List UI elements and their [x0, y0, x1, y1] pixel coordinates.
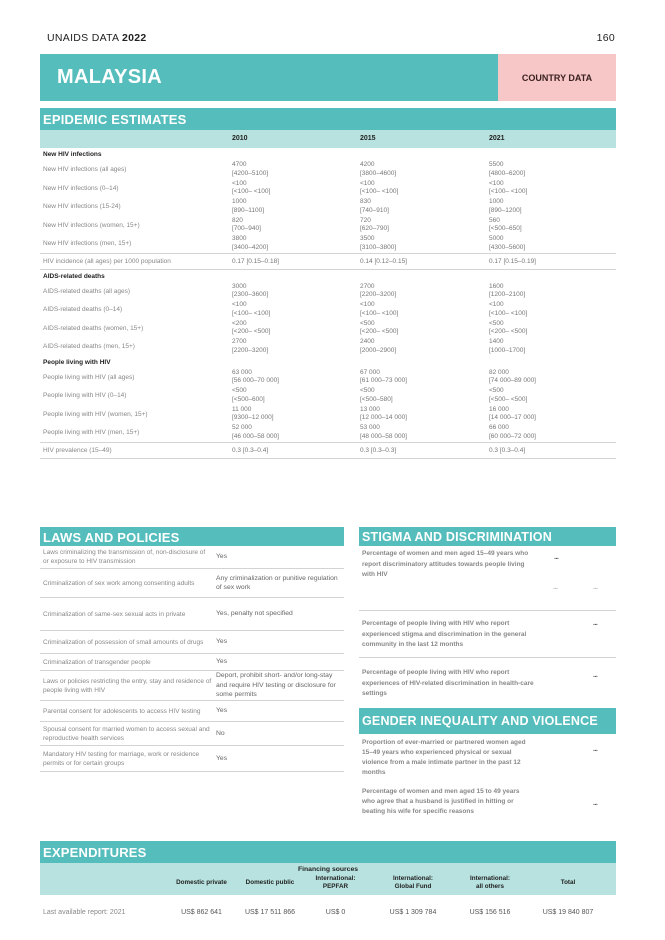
table-row	[40, 282, 616, 301]
table-row	[40, 386, 616, 405]
cell-value	[232, 369, 279, 386]
range-estimate: [<100– <100]	[232, 188, 271, 195]
range-estimate: [<500–600]	[232, 395, 265, 403]
range-estimate: [3800–4600]	[360, 169, 397, 177]
range-estimate: [48 000–58 000]	[360, 432, 407, 440]
stigma-question: Percentage of women and men aged 15–49 years who report discriminatory attitudes towards people living with HIV	[362, 550, 529, 578]
cell-value: 0.17 [0.15–0.18]	[232, 257, 279, 265]
law-answer: Yes, penalty not specified	[216, 610, 293, 618]
point-estimate: 5000	[489, 235, 504, 242]
stigma-item	[359, 611, 616, 658]
cell-value	[489, 283, 525, 300]
year-header: 2021	[489, 135, 505, 142]
stigma-discrimination-section	[359, 527, 616, 702]
cell-value	[360, 406, 407, 423]
cell-value	[232, 387, 265, 404]
cell-value	[489, 301, 527, 318]
cell-value	[360, 320, 398, 337]
cell-value	[360, 235, 396, 252]
section-title: EPIDEMIC ESTIMATES	[40, 108, 616, 130]
point-estimate: 1400	[489, 338, 504, 345]
expenditure-value: US$ 156 516	[469, 909, 511, 916]
cell-value	[232, 338, 268, 355]
stigma-question: Percentage of people living with HIV who report experienced stigma and discrimination in the general community in the last 12 months	[362, 620, 527, 648]
law-answer: Yes	[216, 638, 228, 646]
laws-table	[40, 546, 344, 772]
expenditure-value: US$ 862 641	[181, 909, 222, 916]
stigma-item	[359, 546, 616, 611]
cell-value	[232, 320, 270, 337]
page-number: 160	[596, 32, 615, 44]
range-estimate: [3100–3800]	[360, 243, 397, 251]
range-estimate: [3400–4200]	[232, 243, 269, 251]
section-title: LAWS AND POLICIES	[40, 527, 344, 546]
brand-label: UNAIDS DATA 2022	[47, 32, 147, 44]
table-row	[40, 300, 616, 319]
stigma-item	[359, 658, 616, 702]
stigma-value: ...	[593, 620, 598, 627]
point-estimate: 3500	[360, 235, 375, 242]
point-estimate: 3800	[232, 235, 247, 242]
point-estimate: 13 000	[360, 405, 380, 413]
row-label: People living with HIV (women, 15+)	[43, 410, 148, 418]
cell-value: 0.17 [0.15–0.19]	[489, 257, 536, 265]
column-header	[528, 879, 608, 887]
year-header-row	[40, 130, 616, 148]
range-estimate: [1200–2100]	[489, 291, 526, 298]
year-header: 2010	[232, 135, 248, 142]
cell-value	[489, 424, 536, 441]
country-banner	[40, 54, 616, 101]
row-label: HIV prevalence (15–49)	[43, 446, 112, 454]
column-header-line: Total	[560, 879, 576, 886]
point-estimate: 2700	[360, 282, 375, 290]
column-header-line: International:	[393, 875, 433, 882]
point-estimate: 3000	[232, 282, 247, 290]
range-estimate: [2300–3600]	[232, 291, 269, 298]
law-answer: Any criminalization or punitive regulation of sex work	[216, 574, 338, 591]
table-row	[40, 216, 616, 235]
law-question: Criminalization of same-sex sexual acts in private	[43, 610, 186, 618]
cell-value	[489, 217, 522, 234]
country-title: MALAYSIA	[40, 54, 498, 101]
point-estimate: 1600	[489, 282, 504, 290]
row-label: New HIV infections (0–14)	[43, 184, 119, 192]
range-estimate: [<500– <500]	[489, 395, 528, 403]
range-estimate: [2000–2900]	[360, 346, 397, 354]
range-estimate: [<100– <100]	[489, 309, 528, 317]
point-estimate: 820	[232, 216, 243, 224]
epidemic-estimates-section	[40, 108, 616, 459]
point-estimate: <100	[232, 179, 247, 187]
cell-value	[360, 180, 398, 197]
cell-value	[360, 338, 396, 355]
point-estimate: <500	[489, 319, 504, 327]
point-estimate: 66 000	[489, 424, 509, 431]
summary-row	[40, 442, 616, 459]
law-question: Laws criminalizing the transmission of, non-disclosure of or exposure to HIV transmission	[43, 549, 206, 565]
gender-item	[359, 783, 616, 823]
law-row	[40, 722, 344, 746]
law-row	[40, 569, 344, 598]
cell-value: 0.3 [0.3–0.4]	[489, 446, 526, 454]
cell-value: 0.3 [0.3–0.3]	[360, 446, 397, 454]
section-title: STIGMA AND DISCRIMINATION	[359, 527, 616, 546]
expenditure-value: US$ 19 840 807	[542, 909, 594, 916]
row-label: AIDS-related deaths (men, 15+)	[43, 343, 135, 350]
row-label: AIDS-related deaths (0–14)	[43, 306, 123, 313]
table-row	[40, 368, 616, 387]
point-estimate: <500	[232, 387, 247, 394]
row-label: AIDS-related deaths (women, 15+)	[43, 324, 144, 332]
cell-value	[232, 424, 279, 441]
gender-question: Percentage of women and men aged 15 to 49 years who agree that a husband is justified in hitting or beating his wife for specific reasons	[362, 788, 520, 815]
column-header	[303, 875, 368, 891]
row-label: New HIV infections (men, 15+)	[43, 240, 132, 247]
law-answer: Yes	[216, 754, 228, 762]
law-question: Parental consent for adolescents to access HIV testing	[43, 707, 201, 715]
country-data-label: COUNTRY DATA	[498, 54, 616, 101]
point-estimate: 4200	[360, 161, 375, 168]
point-estimate: <100	[232, 301, 247, 308]
point-estimate: 5500	[489, 161, 504, 168]
law-question: Criminalization of possession of small amounts of drugs	[43, 638, 204, 646]
laws-policies-section	[40, 527, 344, 772]
range-estimate: [<100– <100]	[232, 309, 271, 317]
row-label: New HIV infections (15-24)	[43, 203, 121, 210]
cell-value	[360, 283, 396, 300]
row-label: People living with HIV (0–14)	[43, 392, 127, 399]
law-row	[40, 598, 344, 631]
law-answer: Yes	[216, 707, 228, 715]
row-label: HIV incidence (all ages) per 1000 population	[43, 257, 171, 265]
cell-value	[232, 406, 274, 423]
cell-value	[489, 320, 527, 337]
row-label: New HIV infections (women, 15+)	[43, 221, 140, 229]
law-row	[40, 631, 344, 654]
range-estimate: [4800–6200]	[489, 169, 526, 177]
row-label: New HIV infections (all ages)	[43, 166, 127, 173]
cell-value	[489, 387, 527, 404]
cell-value	[232, 198, 264, 215]
cell-value	[489, 180, 527, 197]
cell-value	[360, 198, 389, 215]
point-estimate: 560	[489, 216, 500, 224]
range-estimate: [620–790]	[360, 225, 389, 232]
point-estimate: 63 000	[232, 368, 252, 376]
range-estimate: [<200– <500]	[232, 328, 271, 335]
column-header-line: Global Fund	[394, 883, 432, 890]
point-estimate: 16 000	[489, 405, 509, 413]
cell-value	[232, 301, 270, 318]
group-title: People living with HIV	[43, 358, 111, 366]
table-row	[40, 423, 616, 442]
point-estimate: 52 000	[232, 424, 252, 431]
expenditures-header	[40, 863, 616, 895]
table-row	[40, 337, 616, 356]
point-estimate: <100	[489, 179, 504, 187]
table-row	[40, 179, 616, 198]
row-label: Last available report: 2021	[43, 909, 126, 916]
range-estimate: [46 000–58 000]	[232, 432, 279, 440]
column-header-line: International:	[470, 875, 510, 882]
law-answer: Yes	[216, 553, 228, 561]
column-header-line: all others	[476, 883, 504, 890]
point-estimate: <200	[232, 319, 247, 327]
cell-value	[232, 217, 261, 234]
law-question: Laws or policies restricting the entry, stay and residence of people living with HIV	[43, 677, 212, 694]
expenditure-value: US$ 17 511 866	[244, 909, 296, 916]
table-row	[40, 319, 616, 338]
column-header-line: International:	[315, 875, 356, 882]
expenditure-value: US$ 0	[325, 909, 346, 916]
section-title: GENDER INEQUALITY AND VIOLENCE	[359, 708, 616, 734]
stigma-question: Percentage of people living with HIV who report experiences of HIV-related discrimination in health-care settings	[362, 669, 534, 697]
column-header	[235, 879, 305, 887]
range-estimate: [14 000–17 000]	[489, 414, 536, 421]
row-label: People living with HIV (men, 15+)	[43, 429, 140, 436]
range-estimate: [<100– <100]	[489, 188, 528, 195]
law-answer: No	[216, 729, 225, 737]
range-estimate: [4300–5600]	[489, 243, 526, 251]
cell-value	[489, 406, 536, 423]
cell-value	[360, 387, 393, 404]
point-estimate: <500	[489, 387, 504, 394]
row-label: People living with HIV (all ages)	[43, 373, 135, 381]
stigma-sub-value: ...	[553, 584, 558, 591]
epidemic-table-body	[40, 148, 616, 459]
table-row	[40, 160, 616, 179]
point-estimate: 1000	[232, 198, 247, 205]
group-title: AIDS-related deaths	[43, 272, 105, 280]
column-header-line: Domestic private	[176, 879, 227, 886]
table-row	[40, 234, 616, 253]
expenditure-value: US$ 1 309 784	[389, 909, 437, 916]
range-estimate: [<100– <100]	[360, 309, 399, 317]
cell-value	[489, 161, 525, 178]
cell-value	[232, 180, 270, 197]
gender-item	[359, 734, 616, 783]
range-estimate: [61 000–73 000]	[360, 377, 407, 384]
gender-value: ...	[593, 746, 598, 753]
law-row	[40, 746, 344, 772]
range-estimate: [740–910]	[360, 206, 389, 214]
cell-value	[360, 369, 407, 386]
column-header	[164, 879, 239, 887]
point-estimate: 720	[360, 216, 371, 224]
point-estimate: 2400	[360, 338, 375, 345]
point-estimate: <500	[360, 387, 375, 394]
law-question: Criminalization of transgender people	[43, 658, 151, 666]
page-header	[47, 32, 615, 48]
stigma-value: ...	[554, 554, 559, 561]
point-estimate: <100	[360, 179, 375, 187]
cell-value	[360, 424, 407, 441]
point-estimate: <500	[360, 319, 375, 327]
cell-value	[489, 198, 522, 215]
range-estimate: [<200– <500]	[489, 328, 528, 335]
row-label: AIDS-related deaths (all ages)	[43, 287, 131, 295]
column-header-line: PEPFAR	[322, 883, 349, 890]
range-estimate: [4200–5100]	[232, 169, 269, 177]
point-estimate: 67 000	[360, 368, 380, 376]
range-estimate: [<500–650]	[489, 225, 522, 232]
cell-value: 0.3 [0.3–0.4]	[232, 446, 269, 454]
point-estimate: 82 000	[489, 368, 509, 376]
cell-value	[232, 161, 268, 178]
gender-question: Proportion of ever-married or partnered women aged 15–49 years who experienced physical or sexual violence from a male intimate partner in the past 12 months	[362, 739, 526, 776]
point-estimate: 1000	[489, 198, 504, 205]
table-row	[40, 405, 616, 424]
range-estimate: [890–1100]	[232, 206, 265, 214]
cell-value	[360, 301, 398, 318]
point-estimate: 4700	[232, 161, 247, 168]
cell-value	[232, 283, 268, 300]
law-answer: Deport, prohibit short- and/or long-stay and require HIV testing or disclosure for some permits	[216, 672, 336, 699]
expenditures-section	[40, 841, 616, 925]
table-row	[40, 197, 616, 216]
section-title: EXPENDITURES	[40, 841, 616, 863]
cell-value: 0.14 [0.12–0.15]	[360, 257, 407, 265]
range-estimate: [56 000–70 000]	[232, 377, 279, 384]
range-estimate: [74 000–89 000]	[489, 377, 536, 384]
point-estimate: 53 000	[360, 424, 380, 431]
summary-row	[40, 253, 616, 270]
law-row	[40, 546, 344, 569]
range-estimate: [9300–12 000]	[232, 414, 274, 421]
cell-value	[489, 338, 525, 355]
point-estimate: <100	[360, 301, 375, 308]
range-estimate: [2200–3200]	[232, 346, 269, 354]
column-header	[455, 875, 525, 891]
law-question: Criminalization of sex work among consenting adults	[43, 579, 195, 587]
column-header-line: Domestic public	[245, 879, 295, 886]
law-answer: Yes	[216, 658, 228, 666]
range-estimate: [<100– <100]	[360, 188, 399, 195]
law-question: Spousal consent for married women to access sexual and reproductive health services	[43, 725, 210, 742]
gender-inequality-section	[359, 708, 616, 823]
cell-value	[360, 161, 396, 178]
point-estimate: 2700	[232, 338, 247, 345]
financing-sources-label: Financing sources	[297, 866, 359, 873]
point-estimate: 11 000	[232, 405, 252, 413]
cell-value	[232, 235, 268, 252]
range-estimate: [890–1200]	[489, 206, 522, 214]
range-estimate: [<200– <500]	[360, 328, 399, 335]
range-estimate: [<500–580]	[360, 395, 393, 403]
gender-value: ...	[593, 800, 598, 807]
range-estimate: [12 000–14 000]	[360, 414, 407, 421]
range-estimate: [1000–1700]	[489, 346, 526, 354]
law-question: Mandatory HIV testing for marriage, work or residence permits or for certain groups	[43, 750, 200, 767]
cell-value	[360, 217, 389, 234]
cell-value	[489, 369, 536, 386]
range-estimate: [700–940]	[232, 225, 261, 232]
range-estimate: [2200–3200]	[360, 291, 397, 298]
point-estimate: <100	[489, 301, 504, 308]
group-title: New HIV infections	[43, 151, 102, 158]
year-header: 2015	[360, 135, 376, 142]
cell-value	[489, 235, 525, 252]
column-header	[378, 875, 448, 891]
stigma-value: ...	[593, 672, 598, 679]
point-estimate: 830	[360, 198, 371, 205]
law-row	[40, 701, 344, 722]
stigma-sub-value: ...	[593, 584, 598, 591]
law-row	[40, 671, 344, 701]
expenditures-row	[40, 895, 616, 925]
range-estimate: [60 000–72 000]	[489, 432, 536, 440]
